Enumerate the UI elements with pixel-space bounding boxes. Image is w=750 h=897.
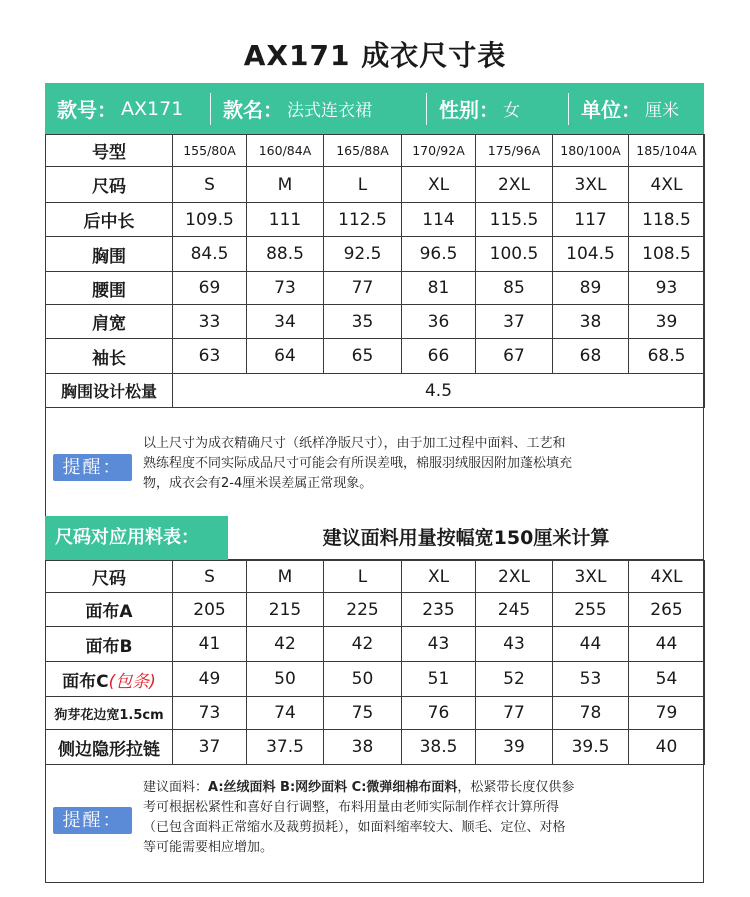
size-row bbox=[46, 135, 705, 167]
size-cell: 185/104A bbox=[629, 135, 705, 167]
size-row bbox=[46, 305, 705, 339]
fabric-row bbox=[46, 662, 705, 697]
size-cell: 3XL bbox=[553, 167, 629, 203]
size-cell: 64 bbox=[247, 339, 324, 374]
fabric-row bbox=[46, 697, 705, 730]
fabric-cell: 255 bbox=[553, 593, 629, 627]
fabric-cell: 49 bbox=[173, 662, 247, 697]
size-row bbox=[46, 203, 705, 237]
fabric-cell: 54 bbox=[629, 662, 705, 697]
size-row bbox=[46, 272, 705, 305]
size-cell: 117 bbox=[553, 203, 629, 237]
gender-cell bbox=[427, 83, 568, 134]
size-cell: 65 bbox=[324, 339, 402, 374]
fabric-cell: S bbox=[173, 561, 247, 593]
size-cell: 4XL bbox=[629, 167, 705, 203]
ease-value: 4.5 bbox=[173, 374, 705, 408]
fabric-types: A:丝绒面料 B:网纱面料 C:微弹细棉布面料 bbox=[208, 780, 458, 795]
size-row-label: 腰围 bbox=[46, 272, 173, 305]
size-cell: 66 bbox=[402, 339, 476, 374]
size-cell: 36 bbox=[402, 305, 476, 339]
unit-label: 单位： bbox=[581, 98, 641, 122]
size-cell: 115.5 bbox=[476, 203, 553, 237]
size-cell: 33 bbox=[173, 305, 247, 339]
size-cell: 67 bbox=[476, 339, 553, 374]
label-note: (包条) bbox=[108, 671, 156, 692]
fabric-section-text: 建议面料用量按幅宽150厘米计算 bbox=[228, 516, 704, 560]
size-cell: 180/100A bbox=[553, 135, 629, 167]
unit-value: 厘米 bbox=[645, 101, 679, 121]
size-cell: 92.5 bbox=[324, 237, 402, 272]
fabric-cell: 38 bbox=[324, 730, 402, 765]
note-suffix: ，松紧带长度仅供参 bbox=[457, 780, 575, 795]
note-line: 考可根据松紧性和喜好自行调整，布料用量由老师实际制作样衣计算所得 bbox=[143, 800, 560, 815]
row-label-text: 面布C bbox=[62, 671, 109, 692]
fabric-cell: 42 bbox=[324, 627, 402, 662]
fabric-row-label bbox=[46, 662, 173, 697]
size-cell: S bbox=[173, 167, 247, 203]
name-cell bbox=[211, 83, 426, 134]
fabric-row bbox=[46, 627, 705, 662]
fabric-cell: 37.5 bbox=[247, 730, 324, 765]
fabric-cell: 78 bbox=[553, 697, 629, 730]
size-cell: 85 bbox=[476, 272, 553, 305]
fabric-cell: 41 bbox=[173, 627, 247, 662]
fabric-row-label: 侧边隐形拉链 bbox=[46, 730, 173, 765]
fabric-cell: 37 bbox=[173, 730, 247, 765]
fabric-cell: 43 bbox=[476, 627, 553, 662]
size-table bbox=[45, 134, 705, 408]
fabric-cell: 40 bbox=[629, 730, 705, 765]
fabric-section-label: 尺码对应用料表： bbox=[45, 516, 228, 560]
fabric-table bbox=[45, 560, 705, 765]
size-cell: 37 bbox=[476, 305, 553, 339]
style-no-cell bbox=[45, 83, 210, 134]
fabric-row bbox=[46, 593, 705, 627]
size-cell: 100.5 bbox=[476, 237, 553, 272]
fabric-cell: 235 bbox=[402, 593, 476, 627]
size-cell: 88.5 bbox=[247, 237, 324, 272]
size-cell: M bbox=[247, 167, 324, 203]
fabric-cell: 53 bbox=[553, 662, 629, 697]
size-cell: 104.5 bbox=[553, 237, 629, 272]
note-line bbox=[143, 778, 574, 798]
fabric-cell: 4XL bbox=[629, 561, 705, 593]
note-line: 以上尺寸为成衣精确尺寸（纸样净版尺寸），由于加工过程中面料、工艺和 bbox=[143, 436, 566, 451]
fabric-cell: 44 bbox=[553, 627, 629, 662]
fabric-cell: 2XL bbox=[476, 561, 553, 593]
size-row-label: 胸围 bbox=[46, 237, 173, 272]
fabric-cell: 39 bbox=[476, 730, 553, 765]
size-row-label: 号型 bbox=[46, 135, 173, 167]
size-row-label: 肩宽 bbox=[46, 305, 173, 339]
size-cell: L bbox=[324, 167, 402, 203]
fabric-cell: XL bbox=[402, 561, 476, 593]
fabric-cell: 38.5 bbox=[402, 730, 476, 765]
fabric-row bbox=[46, 561, 705, 593]
fabric-row-label: 尺码 bbox=[46, 561, 173, 593]
info-header bbox=[45, 83, 704, 134]
divider bbox=[426, 93, 427, 125]
ease-row bbox=[46, 374, 705, 408]
unit-cell bbox=[569, 83, 699, 134]
fabric-cell: 51 bbox=[402, 662, 476, 697]
size-cell: 155/80A bbox=[173, 135, 247, 167]
note-box bbox=[45, 763, 704, 883]
size-row bbox=[46, 339, 705, 374]
size-cell: 38 bbox=[553, 305, 629, 339]
size-cell: 93 bbox=[629, 272, 705, 305]
size-cell: 109.5 bbox=[173, 203, 247, 237]
divider bbox=[210, 93, 211, 125]
size-cell: 2XL bbox=[476, 167, 553, 203]
size-cell: 108.5 bbox=[629, 237, 705, 272]
size-cell: 84.5 bbox=[173, 237, 247, 272]
size-cell: 96.5 bbox=[402, 237, 476, 272]
fabric-row-label: 面布B bbox=[46, 627, 173, 662]
size-cell: 112.5 bbox=[324, 203, 402, 237]
fabric-cell: 73 bbox=[173, 697, 247, 730]
note-box bbox=[45, 412, 704, 516]
fabric-row bbox=[46, 730, 705, 765]
size-cell: 77 bbox=[324, 272, 402, 305]
gender-value: 女 bbox=[503, 101, 520, 121]
fabric-cell: 76 bbox=[402, 697, 476, 730]
size-cell: 175/96A bbox=[476, 135, 553, 167]
fabric-cell: 50 bbox=[247, 662, 324, 697]
size-row bbox=[46, 167, 705, 203]
size-cell: 160/84A bbox=[247, 135, 324, 167]
fabric-cell: 3XL bbox=[553, 561, 629, 593]
size-cell: 73 bbox=[247, 272, 324, 305]
size-cell: 118.5 bbox=[629, 203, 705, 237]
size-cell: 165/88A bbox=[324, 135, 402, 167]
size-cell: 170/92A bbox=[402, 135, 476, 167]
size-row-label: 袖长 bbox=[46, 339, 173, 374]
size-cell: 34 bbox=[247, 305, 324, 339]
fabric-cell: 245 bbox=[476, 593, 553, 627]
divider bbox=[568, 93, 569, 125]
size-cell: 114 bbox=[402, 203, 476, 237]
page-title: AX171 成衣尺寸表 bbox=[243, 39, 507, 72]
fabric-cell: 42 bbox=[247, 627, 324, 662]
fabric-cell: 265 bbox=[629, 593, 705, 627]
size-row-label: 后中长 bbox=[46, 203, 173, 237]
size-cell: 69 bbox=[173, 272, 247, 305]
fabric-cell: 225 bbox=[324, 593, 402, 627]
fabric-cell: 74 bbox=[247, 697, 324, 730]
size-cell: 68 bbox=[553, 339, 629, 374]
fabric-cell: 43 bbox=[402, 627, 476, 662]
fabric-row-label: 狗芽花边宽1.5cm bbox=[46, 697, 173, 730]
name-label: 款名： bbox=[223, 98, 283, 122]
size-cell: 111 bbox=[247, 203, 324, 237]
size-cell: 89 bbox=[553, 272, 629, 305]
note-prefix: 建议面料： bbox=[143, 780, 209, 795]
style-no-label: 款号： bbox=[57, 98, 117, 122]
note-line: （已包含面料正常缩水及裁剪损耗），如面料缩率较大、顺毛、定位、对格 bbox=[143, 820, 566, 835]
size-cell: 39 bbox=[629, 305, 705, 339]
note-line: 物，成衣会有2-4厘米误差属正常现象。 bbox=[143, 476, 373, 491]
note-text bbox=[143, 434, 572, 494]
style-no-value: AX171 bbox=[121, 97, 184, 120]
gender-label: 性别： bbox=[439, 98, 499, 122]
size-cell: 81 bbox=[402, 272, 476, 305]
reminder-badge: 提醒： bbox=[53, 807, 132, 834]
fabric-cell: 77 bbox=[476, 697, 553, 730]
fabric-cell: 75 bbox=[324, 697, 402, 730]
note-line: 熟练程度不同实际成品尺寸可能会有所误差哦，棉服羽绒服因附加蓬松填充 bbox=[143, 456, 573, 471]
fabric-cell: 50 bbox=[324, 662, 402, 697]
fabric-cell: 205 bbox=[173, 593, 247, 627]
note-text bbox=[143, 778, 574, 858]
fabric-cell: 44 bbox=[629, 627, 705, 662]
fabric-row-label: 面布A bbox=[46, 593, 173, 627]
size-cell: XL bbox=[402, 167, 476, 203]
reminder-badge: 提醒： bbox=[53, 454, 132, 481]
note-line: 等可能需要相应增加。 bbox=[143, 840, 274, 855]
fabric-cell: L bbox=[324, 561, 402, 593]
name-value: 法式连衣裙 bbox=[287, 101, 372, 121]
ease-label: 胸围设计松量 bbox=[46, 374, 173, 408]
fabric-cell: 39.5 bbox=[553, 730, 629, 765]
size-cell: 63 bbox=[173, 339, 247, 374]
fabric-cell: 215 bbox=[247, 593, 324, 627]
fabric-cell: M bbox=[247, 561, 324, 593]
size-cell: 35 bbox=[324, 305, 402, 339]
fabric-cell: 52 bbox=[476, 662, 553, 697]
size-row bbox=[46, 237, 705, 272]
size-cell: 68.5 bbox=[629, 339, 705, 374]
fabric-section-header bbox=[45, 516, 704, 560]
fabric-cell: 79 bbox=[629, 697, 705, 730]
size-row-label: 尺码 bbox=[46, 167, 173, 203]
